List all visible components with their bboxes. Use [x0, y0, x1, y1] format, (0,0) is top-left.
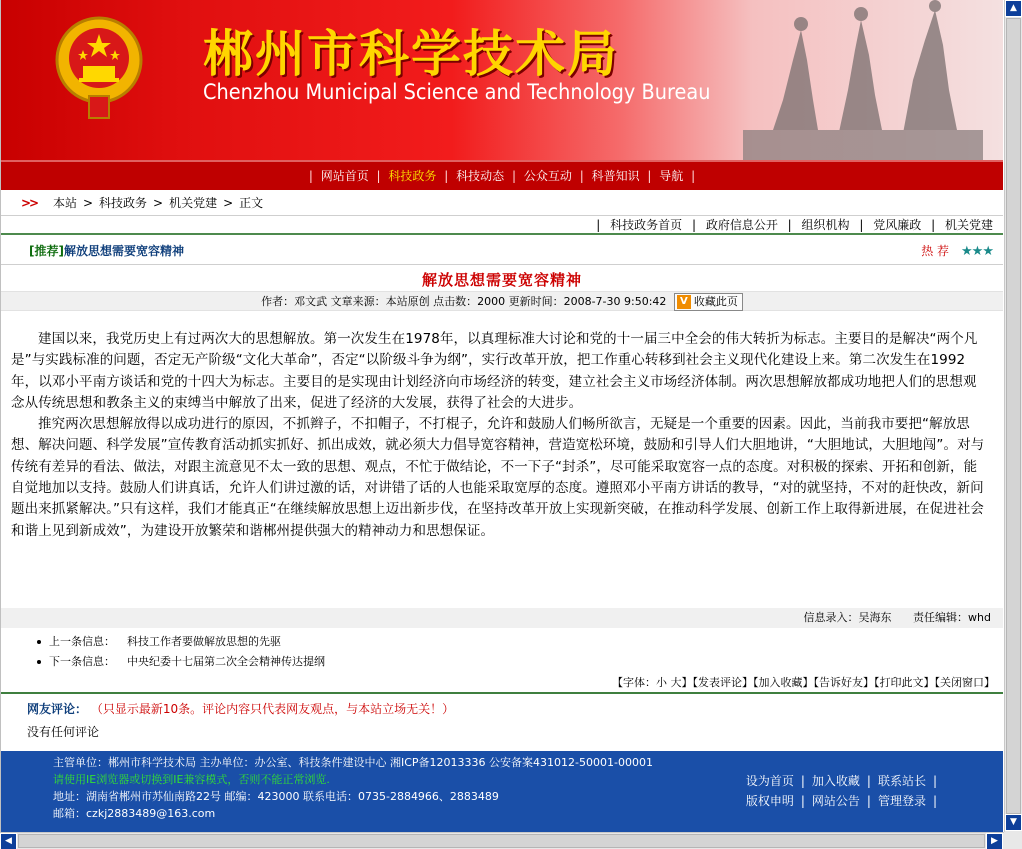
- prev-label: 上一条信息：: [49, 635, 115, 648]
- subnav-separator: |: [931, 218, 936, 232]
- font-small-link[interactable]: 小: [656, 676, 667, 689]
- footer-line-email: 邮箱：czkj2883489@163.com: [53, 807, 216, 820]
- horizontal-scrollbar[interactable]: [0, 832, 1004, 849]
- breadcrumb-separator: >: [153, 196, 164, 210]
- prev-article: [37, 632, 1003, 652]
- next-article: [37, 652, 1003, 672]
- article-tools: [1, 672, 1003, 694]
- next-label: 下一条信息：: [49, 655, 115, 668]
- subnav-item-organization[interactable]: 组织机构: [801, 218, 850, 232]
- breadcrumb-separator: >: [223, 196, 234, 210]
- comments-section: [1, 694, 1003, 752]
- subnav-separator: |: [859, 218, 864, 232]
- article-paragraph: 推究两次思想解放得以成功进行的原因，不抓辫子，不扣帽子，不打棍子，允许和鼓励人们畅所欲言，无疑是一个重要的因素。因此，当前我市要把“解放思想、解决问题、科学发展”宣传教育活动抓实抓好、抓出成效，就必须大力倡导宽容精神，营造宽松环境，鼓励和引导人们大胆地讲，“大胆地试，大胆地闯”。对与传统有差异的看法、做法，对跟主流意见不太一致的思想、观点，不忙于做结论，不一下子“封杀”，尽可能采取宽容一点的态度。对积极的探索、开拓和创新，能自觉地加以支持。鼓励人们讲真话，允许人们讲过激的话，对讲错了话的人也能采取宽厚的态度。遵照邓小平南方讲话的教导，“对的就坚持，不对的赶快改，新问题出来抓紧解决。”只有这样，我们才能真正“在继续解放思想上迈出新步伐，在坚持改革开放上实现新突破，在推动科学发展、创新工作上取得新进展，在促进社会和谐上见到新成效”，为建设开放繁荣和谐郴州提供强大的精神动力和思想保证。: [11, 416, 985, 539]
- next-article-link[interactable]: 中央纪委十七届第二次全会精神传达提纲: [127, 655, 325, 668]
- bookmark-page-label: 收藏此页: [693, 295, 738, 308]
- copyright-link[interactable]: 版权申明: [745, 794, 794, 808]
- nav-item-sci-news[interactable]: 科技动态: [456, 169, 505, 183]
- bookmark-icon: V: [677, 295, 691, 309]
- font-size-close: 】: [681, 676, 693, 689]
- site-footer: [1, 751, 1003, 832]
- horizontal-scroll-thumb[interactable]: [18, 834, 985, 848]
- recommend-tag: [推荐]: [29, 244, 64, 258]
- national-emblem-icon: [53, 10, 145, 122]
- editor-label: 责任编辑：: [913, 611, 969, 624]
- bookmark-page-button[interactable]: [674, 293, 743, 311]
- font-large-link[interactable]: 大: [670, 676, 682, 689]
- admin-login-link[interactable]: 管理登录: [877, 794, 926, 808]
- breadcrumb-item-sci-affairs[interactable]: 科技政务: [99, 196, 148, 210]
- vertical-scroll-thumb[interactable]: [1006, 18, 1021, 814]
- hot-label: 热 荐: [921, 244, 950, 258]
- recommend-bar: [1, 237, 1003, 265]
- comments-title: 网友评论：: [27, 702, 88, 716]
- main-nav: [1, 160, 1003, 190]
- breadcrumb-arrows-icon: >>: [21, 196, 38, 210]
- entry-name: 吴海东: [858, 611, 892, 624]
- editor-name: whd: [968, 611, 991, 624]
- article-meta: [1, 291, 1003, 311]
- nav-separator: |: [647, 169, 652, 183]
- comments-note: （只显示最新10条。评论内容只代表网友观点，与本站立场无关！）: [90, 702, 455, 716]
- nav-item-sci-knowledge[interactable]: 科普知识: [591, 169, 640, 183]
- subnav-item-party-building[interactable]: 机关党建: [944, 218, 993, 232]
- set-homepage-link[interactable]: 设为首页: [745, 774, 794, 788]
- subnav-separator: |: [787, 218, 792, 232]
- site-notice-link[interactable]: 网站公告: [811, 794, 860, 808]
- post-comment-link[interactable]: 【发表评论】: [692, 676, 753, 689]
- recommend-title[interactable]: 解放思想需要宽容精神: [63, 244, 184, 258]
- vertical-scrollbar[interactable]: [1004, 0, 1022, 832]
- site-banner: [1, 0, 1003, 160]
- nav-item-home[interactable]: 网站首页: [320, 169, 369, 183]
- subnav-item-affairs-home[interactable]: 科技政务首页: [610, 218, 683, 232]
- footer-separator: |: [866, 794, 871, 808]
- add-favorite-link[interactable]: 【加入收藏】: [753, 676, 814, 689]
- nav-item-sci-affairs[interactable]: 科技政务: [388, 169, 437, 183]
- article-body: [1, 311, 1003, 608]
- contact-webmaster-link[interactable]: 联系站长: [877, 774, 926, 788]
- hot-rating: [921, 237, 993, 266]
- footer-browser-notice: 请使用IE浏览器或切换到IE兼容模式，否则不能正常浏览.: [53, 773, 330, 786]
- nav-separator: |: [444, 169, 449, 183]
- prev-next-list: [1, 628, 1003, 672]
- editor-info: [1, 608, 1003, 628]
- footer-separator: |: [800, 794, 805, 808]
- site-subtitle-english: Chenzhou Municipal Science and Technology Bureau: [203, 80, 711, 104]
- subnav-separator: |: [691, 218, 696, 232]
- footer-line-address: 地址：湖南省郴州市苏仙南路22号 邮编：423000 联系电话：0735-2884966、2883489: [53, 790, 499, 803]
- breadcrumb-item-party-building[interactable]: 机关党建: [169, 196, 218, 210]
- star-rating-icon: ★★★: [961, 244, 993, 259]
- nav-separator: |: [308, 169, 313, 183]
- font-size-prefix: 【字体：: [612, 676, 656, 689]
- breadcrumb-separator: >: [82, 196, 94, 210]
- scroll-down-icon[interactable]: ▼: [1005, 814, 1022, 831]
- scrollbar-corner: [1004, 832, 1022, 849]
- tell-friend-link[interactable]: 【告诉好友】: [813, 676, 874, 689]
- scroll-left-icon[interactable]: ◀: [0, 833, 17, 849]
- entry-label: 信息录入：: [803, 611, 859, 624]
- footer-line-sponsor: 主管单位：郴州市科学技术局 主办单位：办公室、科技条件建设中心 湘ICP备12013336 公安备案431012-50001-00001: [53, 756, 653, 769]
- prev-article-link[interactable]: 科技工作者要做解放思想的先驱: [127, 635, 281, 648]
- subnav-item-integrity[interactable]: 党风廉政: [873, 218, 922, 232]
- footer-separator: |: [800, 774, 805, 788]
- nav-item-navigation[interactable]: 导航: [659, 169, 684, 183]
- breadcrumb-item-home[interactable]: 本站: [52, 196, 77, 210]
- close-window-link[interactable]: 【关闭窗口】: [934, 676, 995, 689]
- sculpture-image: [643, 0, 1003, 160]
- article-title: 解放思想需要宽容精神: [421, 271, 582, 289]
- nav-separator: |: [511, 169, 517, 183]
- article-meta-text: 作者：邓文武 文章来源：本站原创 点击数：2000 更新时间：2008-7-30 9:50:42: [261, 295, 667, 308]
- footer-info: [53, 754, 653, 822]
- site-title: 郴州市科学技术局: [203, 25, 619, 83]
- comments-empty: 没有任何评论: [27, 725, 100, 739]
- nav-separator: |: [691, 169, 696, 183]
- footer-separator: |: [932, 794, 937, 808]
- subnav-item-info-disclosure[interactable]: 政府信息公开: [705, 218, 778, 232]
- scroll-up-icon[interactable]: ▲: [1005, 0, 1022, 17]
- add-bookmark-link[interactable]: 加入收藏: [811, 774, 860, 788]
- bullet-icon: [37, 640, 41, 644]
- breadcrumb-item-current: 正文: [239, 196, 264, 210]
- nav-separator: |: [579, 169, 584, 183]
- footer-separator: |: [932, 774, 937, 788]
- breadcrumb: [1, 190, 1003, 216]
- subnav-separator: |: [596, 218, 601, 232]
- print-article-link[interactable]: 【打印此文】: [874, 676, 935, 689]
- nav-separator: |: [376, 169, 381, 183]
- scroll-right-icon[interactable]: ▶: [986, 833, 1003, 849]
- footer-separator: |: [866, 774, 871, 788]
- nav-item-public-interaction[interactable]: 公众互动: [523, 169, 572, 183]
- bullet-icon: [37, 660, 41, 664]
- footer-links: [746, 771, 944, 811]
- sub-nav: [1, 216, 1003, 235]
- article-paragraph: 建国以来，我党历史上有过两次大的思想解放。第一次发生在1978年，以真理标准大讨论和党的十一届三中全会的伟大转折为标志。主要目的是解决“两个凡是”与实践标准的问题，否定无产阶级“文化大革命”，否定“以阶级斗争为纲”，实行改革开放，把工作重心转移到社会主义现代化建设上来。第二次发生在1992年，以邓小平南方谈话和党的十四大为标志。主要目的是实现由计划经济向市场经济的转变，建立社会主义市场经济体制。两次思想解放都成功地把人们的思想观念从传统思想和教条主义的束缚当中解放了出来，促进了经济的大发展，获得了社会的大进步。: [11, 331, 978, 411]
